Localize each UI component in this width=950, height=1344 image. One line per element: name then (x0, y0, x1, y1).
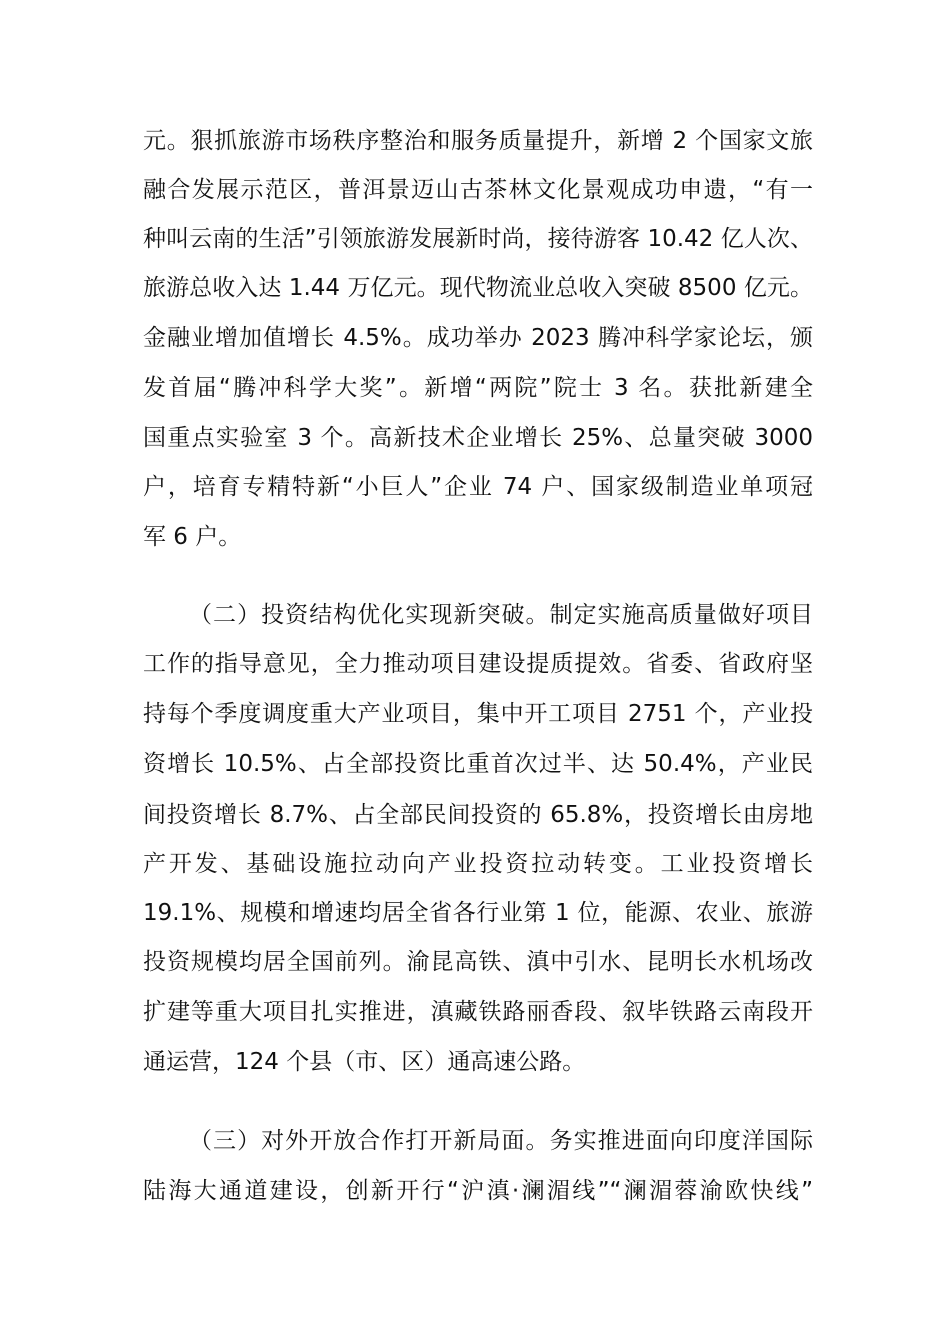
text-line: 军 6 户。 (143, 524, 242, 550)
text-line: 户，培育专精特新“小巨人”企业 74 户、国家级制造业单项冠 (143, 474, 813, 500)
text-line: 融合发展示范区，普洱景迈山古茶林文化景观成功申遗，“有一 (143, 177, 813, 203)
text-line: 19.1%、规模和增速均居全省各行业第 1 位，能源、农业、旅游 (143, 900, 813, 926)
section-heading-line: （二）投资结构优化实现新突破。制定实施高质量做好项目 (189, 602, 813, 628)
text-line: 扩建等重大项目扎实推进，滇藏铁路丽香段、叙毕铁路云南段开 (143, 999, 813, 1025)
text-line: 间投资增长 8.7%、占全部民间投资的 65.8%，投资增长由房地 (143, 802, 813, 828)
text-line: 发首届“腾冲科学大奖”。新增“两院”院士 3 名。获批新建全 (143, 375, 813, 401)
text-line: 通运营，124 个县（市、区）通高速公路。 (143, 1049, 586, 1075)
text-line: 产开发、基础设施拉动向产业投资拉动转变。工业投资增长 (143, 851, 813, 877)
text-line: 旅游总收入达 1.44 万亿元。现代物流业总收入突破 8500 亿元。 (143, 275, 813, 301)
text-line: 资增长 10.5%、占全部投资比重首次过半、达 50.4%，产业民 (143, 751, 813, 777)
text-line: 陆海大通道建设，创新开行“沪滇·澜湄线”“澜湄蓉渝欧快线” (143, 1178, 813, 1204)
text-line: 金融业增加值增长 4.5%。成功举办 2023 腾冲科学家论坛，颁 (143, 325, 813, 351)
section-heading-line: （三）对外开放合作打开新局面。务实推进面向印度洋国际 (189, 1128, 813, 1154)
text-line: 投资规模均居全国前列。渝昆高铁、滇中引水、昆明长水机场改 (143, 949, 813, 975)
text-line: 种叫云南的生活”引领旅游发展新时尚，接待游客 10.42 亿人次、 (143, 226, 813, 252)
text-line: 元。狠抓旅游市场秩序整治和服务质量提升，新增 2 个国家文旅 (143, 128, 813, 154)
text-line: 国重点实验室 3 个。高新技术企业增长 25%、总量突破 3000 (143, 425, 813, 451)
text-line: 工作的指导意见，全力推动项目建设提质提效。省委、省政府坚 (143, 651, 813, 677)
text-line: 持每个季度调度重大产业项目，集中开工项目 2751 个，产业投 (143, 701, 813, 727)
